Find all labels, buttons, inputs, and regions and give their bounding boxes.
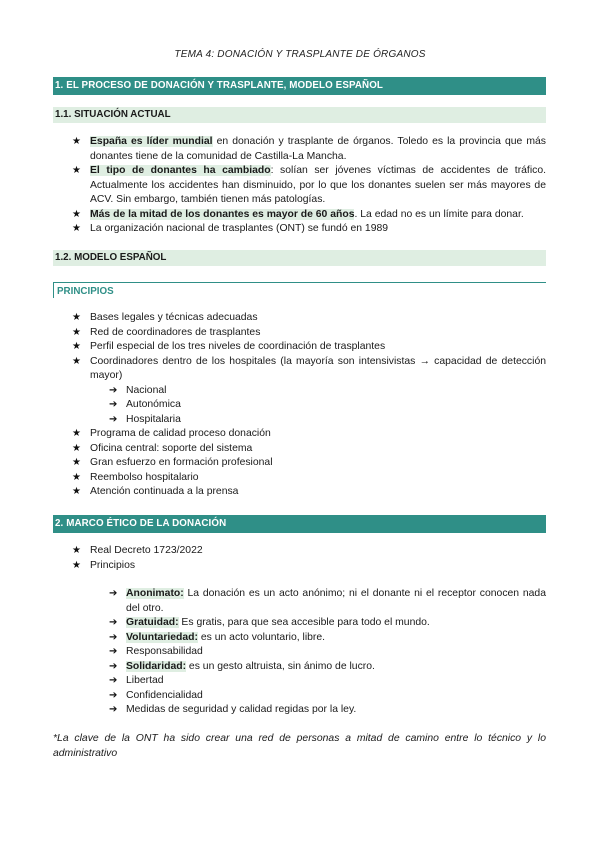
arrow-bullet-icon: ➔ bbox=[109, 689, 118, 701]
star-bullet-icon: ★ bbox=[72, 442, 81, 454]
footnote: *La clave de la ONT ha sido crear una red de personas a mitad de camino entre lo técnico y lo administrativo bbox=[53, 733, 546, 759]
star-bullet-icon: ★ bbox=[72, 341, 81, 352]
principle-item: ➔ Confidencialidad bbox=[53, 689, 546, 704]
list-item: ★ Bases legales y técnicas adecuadas bbox=[53, 311, 546, 326]
star-bullet-icon: ★ bbox=[72, 208, 81, 220]
list-item: ★ La organización nacional de trasplantes (ONT) se fundó en 1989 bbox=[53, 222, 546, 237]
section-1-2-heading: 1.2. MODELO ESPAÑOL bbox=[53, 250, 546, 266]
star-bullet-icon: ★ bbox=[72, 136, 81, 147]
star-bullet-icon: ★ bbox=[72, 326, 81, 338]
star-bullet-icon: ★ bbox=[72, 486, 81, 497]
principios-heading: PRINCIPIOS bbox=[53, 282, 546, 298]
star-bullet-icon: ★ bbox=[72, 457, 81, 468]
arrow-bullet-icon: ➔ bbox=[109, 413, 118, 425]
level-item: ➔ Autonómica bbox=[53, 398, 546, 413]
list-item: ★ Red de coordinadores de trasplantes bbox=[53, 326, 546, 341]
level-item: ➔ Hospitalaria bbox=[53, 413, 546, 428]
list-item: ★ Gran esfuerzo en formación profesional bbox=[53, 456, 546, 471]
list-item: ★ España es líder mundial en donación y trasplante de órganos. Toledo es la provincia que más donantes tiene de la comunidad de Castilla-La Mancha. bbox=[72, 136, 546, 162]
star-bullet-icon: ★ bbox=[72, 545, 81, 556]
principle-item: ➔ Responsabilidad bbox=[53, 645, 546, 660]
arrow-bullet-icon: ➔ bbox=[109, 399, 118, 410]
section-1-1-heading: 1.1. SITUACIÓN ACTUAL bbox=[53, 107, 546, 123]
list-item: ★ Reembolso hospitalario bbox=[53, 471, 546, 486]
list-item: ★ Coordinadores dentro de los hospitales (la mayoría son intensivistas → capacidad de detección mayor) ➔ Nacional ➔ Autonómica ➔ Hospitalaria bbox=[53, 355, 546, 428]
arrow-bullet-icon: ➔ bbox=[109, 631, 118, 643]
coordination-levels-list bbox=[53, 384, 546, 428]
star-bullet-icon: ★ bbox=[72, 312, 81, 323]
list-item: ★ Atención continuada a la prensa bbox=[53, 485, 546, 500]
ethical-principles-list bbox=[53, 587, 546, 718]
situacion-actual-list bbox=[53, 135, 546, 237]
arrow-bullet-icon: ➔ bbox=[109, 646, 118, 657]
arrow-bullet-icon: ➔ bbox=[109, 617, 118, 628]
list-item: ★ Programa de calidad proceso donación bbox=[53, 427, 546, 442]
level-item: ➔ Nacional bbox=[53, 384, 546, 399]
star-bullet-icon: ★ bbox=[72, 223, 81, 234]
principle-item: ➔ Solidaridad: es un gesto altruista, sin ánimo de lucro. bbox=[53, 660, 546, 675]
principios-list bbox=[53, 311, 546, 500]
list-item: ★ Perfil especial de los tres niveles de coordinación de trasplantes bbox=[53, 340, 546, 355]
principle-item: ➔ Medidas de seguridad y calidad regidas por la ley. bbox=[53, 703, 546, 718]
list-item: ★ El tipo de donantes ha cambiado: solían ser jóvenes víctimas de accidentes de tráfico. Actualmente los accidentes han disminuido, por lo que los donantes suelen ser más mayores de ACV. Sin embargo, también tienen más patologías. bbox=[72, 165, 546, 205]
star-bullet-icon: ★ bbox=[72, 165, 81, 176]
star-bullet-icon: ★ bbox=[72, 471, 81, 483]
section-2-heading: 2. MARCO ÉTICO DE LA DONACIÓN bbox=[53, 515, 546, 533]
marco-etico-list bbox=[53, 544, 546, 573]
arrow-bullet-icon: ➔ bbox=[109, 660, 118, 672]
principle-item: ➔ Anonimato: La donación es un acto anónimo; ni el donante ni el receptor conocen nada del otro. bbox=[109, 588, 546, 614]
star-bullet-icon: ★ bbox=[72, 559, 81, 571]
principle-item: ➔ Gratuidad: Es gratis, para que sea accesible para todo el mundo. bbox=[53, 616, 546, 631]
arrow-bullet-icon: ➔ bbox=[109, 704, 118, 715]
list-item: ★ Principios bbox=[53, 559, 546, 574]
star-bullet-icon: ★ bbox=[72, 428, 81, 439]
arrow-bullet-icon: ➔ bbox=[109, 588, 118, 599]
arrow-bullet-icon: ➔ bbox=[109, 384, 118, 396]
document-title: TEMA 4: DONACIÓN Y TRASPLANTE DE ÓRGANOS bbox=[174, 49, 426, 60]
star-bullet-icon: ★ bbox=[72, 355, 81, 367]
list-item: ★ Más de la mitad de los donantes es mayor de 60 años. La edad no es un límite para donar. bbox=[53, 208, 546, 223]
section-1-heading: 1. EL PROCESO DE DONACIÓN Y TRASPLANTE, MODELO ESPAÑOL bbox=[53, 77, 546, 95]
principle-item: ➔ Voluntariedad: es un acto voluntario, libre. bbox=[53, 631, 546, 646]
list-item: ★ Real Decreto 1723/2022 bbox=[53, 544, 546, 559]
list-item: ★ Oficina central: soporte del sistema bbox=[53, 442, 546, 457]
arrow-bullet-icon: ➔ bbox=[109, 675, 118, 686]
principle-item: ➔ Libertad bbox=[53, 674, 546, 689]
